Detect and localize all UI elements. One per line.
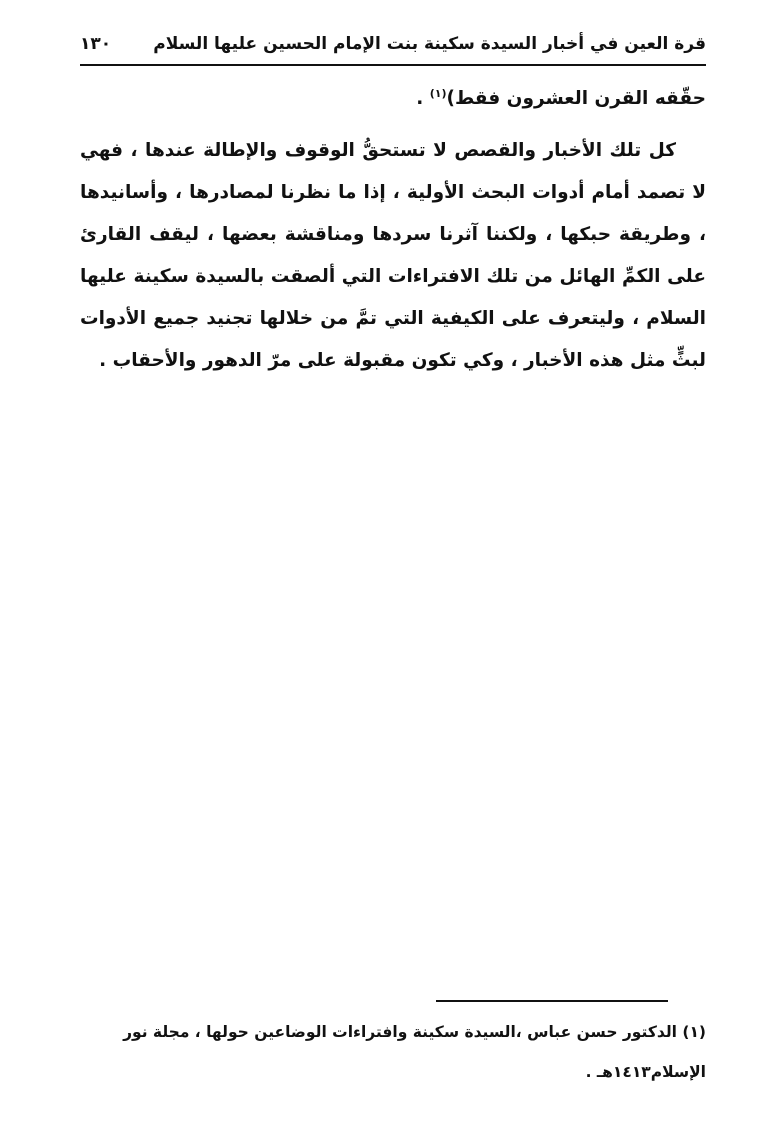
running-title: قرة العين في أخبار السيدة سكينة بنت الإمام الحسين عليها السلام bbox=[153, 34, 706, 54]
page-header bbox=[80, 30, 706, 64]
paragraph: كل تلك الأخبار والقصص لا تستحقُّ الوقوف والإطالة عندها ، فهي لا تصمد أمام أدوات البحث الأولية ، إذا ما نظرنا لمصادرها ، وأسانيدها ، وطريقة حبكها ، ولكننا آثرنا سردها ومناقشة بعضها ، ليقف القارئ على الكمِّ الهائل من تلك الافتراءات التي ألصقت بالسيدة سكينة عليها السلام ، وليتعرف على الكيفية التي تمَّ من خلالها تجنيد جميع الأدوات لبثٍّ مثل هذه الأخبار ، وكي تكون مقبولة على مرّ الدهور والأحقاب . bbox=[80, 140, 706, 371]
page-number: ١٣٠ bbox=[80, 34, 112, 54]
footnote: (١) الدكتور حسن عباس ،السيدة سكينة وافتراءات الوضاعين حولها ، مجلة نور الإسلام١٤١٣هـ . bbox=[123, 1023, 706, 1081]
header-rule bbox=[80, 64, 706, 66]
paragraph-tail: . bbox=[416, 88, 430, 109]
footnote-separator bbox=[436, 1000, 668, 1002]
paragraph-continuation bbox=[80, 78, 706, 120]
footnotes bbox=[80, 1012, 706, 1092]
footnote-reference: (١) bbox=[429, 86, 447, 100]
body-text bbox=[80, 78, 706, 382]
paragraph-text: حقّقه القرن العشرون فقط) bbox=[446, 88, 706, 109]
